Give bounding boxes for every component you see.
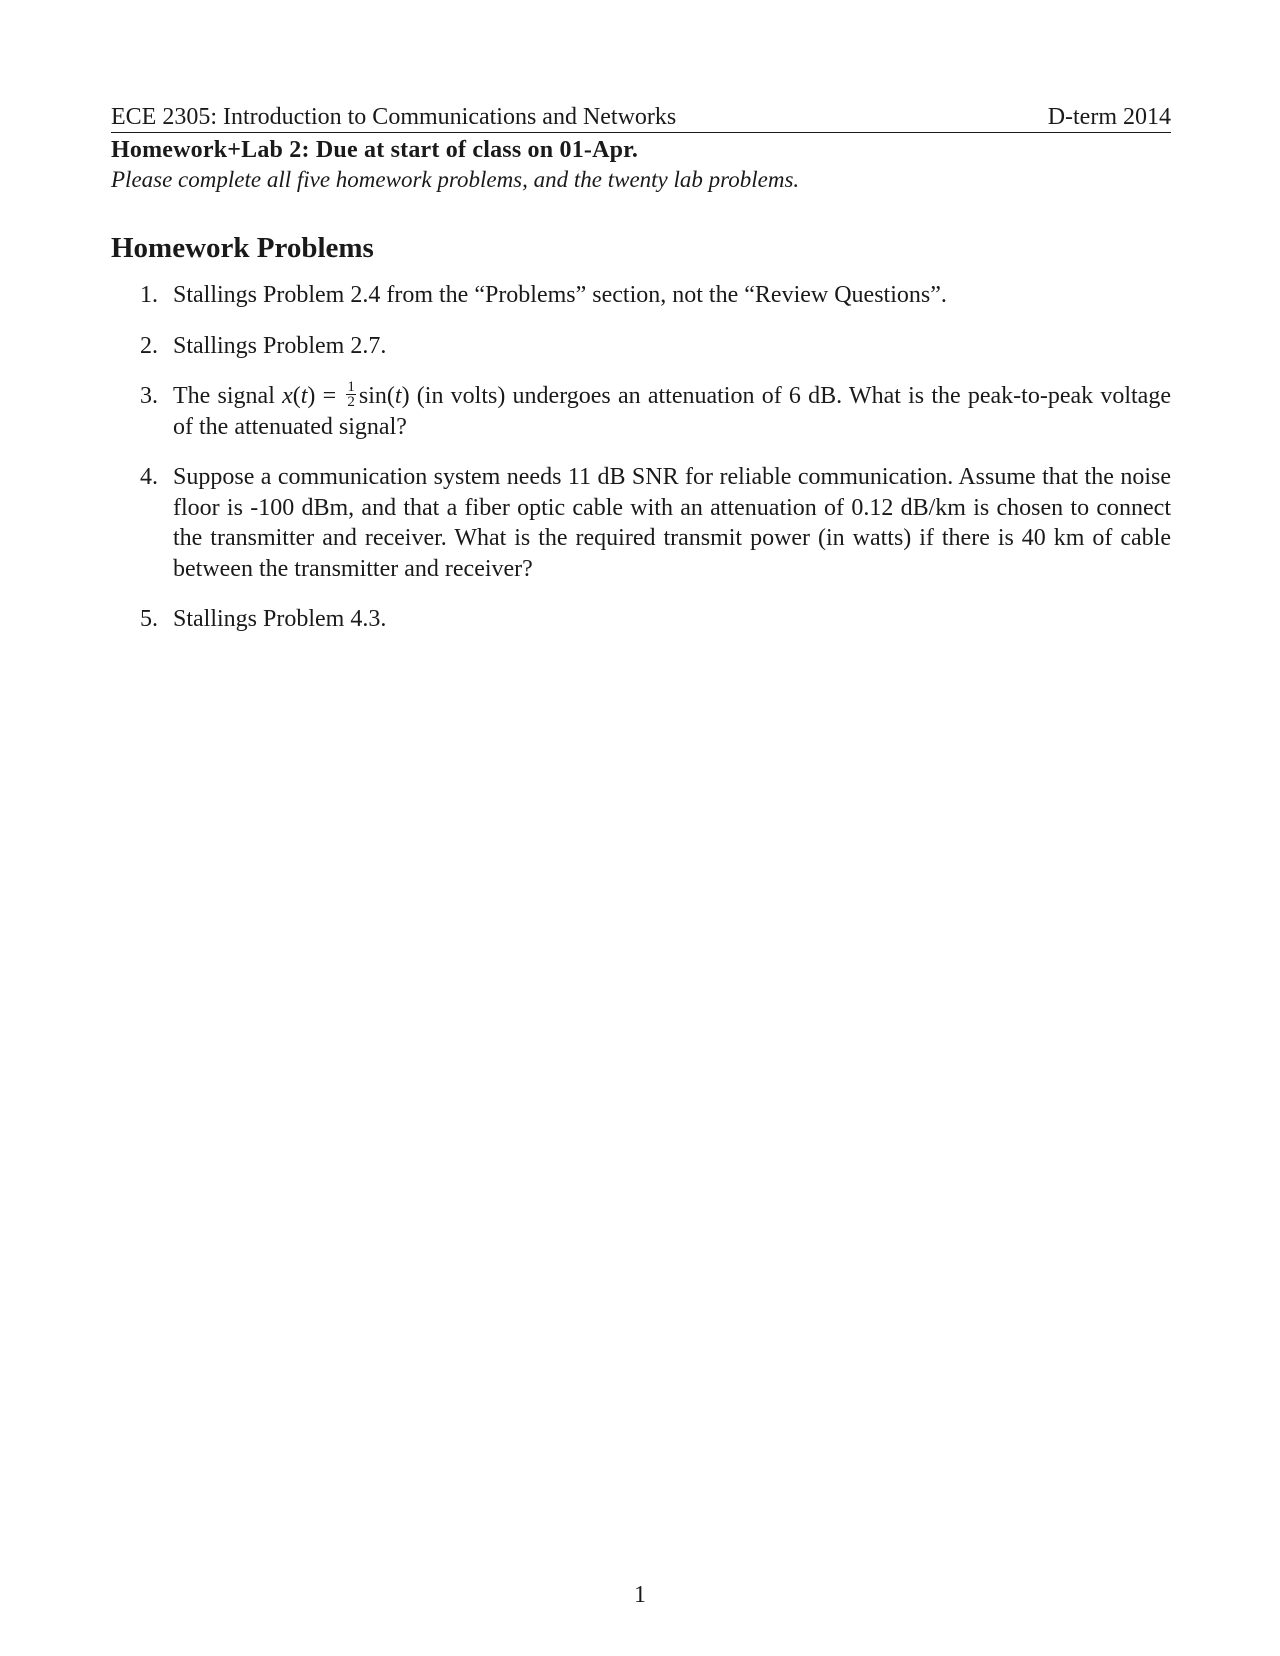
math-fraction	[346, 380, 356, 409]
term-label: D-term 2014	[1047, 104, 1171, 130]
math-variable: t	[300, 383, 308, 409]
problem-text: Suppose a communication system needs 11 dB SNR for reliable communication. Assume that the noise floor is -100 dBm, and that a fiber optic cable with an attenuation of 0.12 dB/km is chosen to connect the transmitter and receiver. What is the required transmit power (in watts) if there is 40 km of cable between the transmitter and receiver?	[173, 464, 1171, 582]
problem-number: 5.	[140, 606, 158, 633]
math-variable: t	[394, 383, 402, 409]
math-sine: sin(	[358, 383, 395, 409]
math-sine-close: )	[401, 383, 410, 409]
math-equals: =	[315, 383, 344, 409]
fraction-numerator: 1	[347, 378, 355, 395]
problem-text: Stallings Problem 4.3.	[173, 606, 387, 633]
problem-item-1	[111, 280, 1171, 311]
problem-text: Stallings Problem 2.7.	[173, 332, 387, 359]
course-title: ECE 2305: Introduction to Communications and Networks	[111, 104, 677, 130]
problem-item-3	[111, 378, 1171, 442]
math-function-name: x	[282, 383, 293, 409]
assignment-title: Homework+Lab 2: Due at start of class on 01-Apr.	[111, 137, 639, 163]
problem-item-4	[111, 462, 1171, 584]
section-heading: Homework Problems	[111, 232, 374, 264]
problem-item-5	[111, 604, 1171, 635]
problem-number: 2.	[140, 332, 158, 359]
problem-number: 1.	[140, 282, 158, 308]
math-open-paren: (	[292, 383, 301, 409]
math-close-paren: )	[307, 383, 316, 409]
assignment-instructions: Please complete all five homework problems, and the twenty lab problems.	[111, 167, 800, 192]
problem-number: 3.	[140, 383, 158, 409]
course-header-line	[111, 103, 1171, 133]
problem-number: 4.	[140, 464, 158, 491]
fraction-denominator: 2	[347, 393, 355, 410]
problem-list	[111, 280, 1171, 655]
problem-item-2	[111, 331, 1171, 362]
problem-text-intro: The signal	[173, 383, 283, 409]
problem-text-rest: (in volts) undergoes an attenuation of 6 dB. What is the peak-to-peak voltage of the attenuated signal?	[173, 383, 1171, 440]
document-header	[111, 103, 1171, 195]
page-number: 1	[634, 1582, 646, 1608]
problem-text: Stallings Problem 2.4 from the “Problems” section, not the “Review Questions”.	[173, 282, 947, 308]
